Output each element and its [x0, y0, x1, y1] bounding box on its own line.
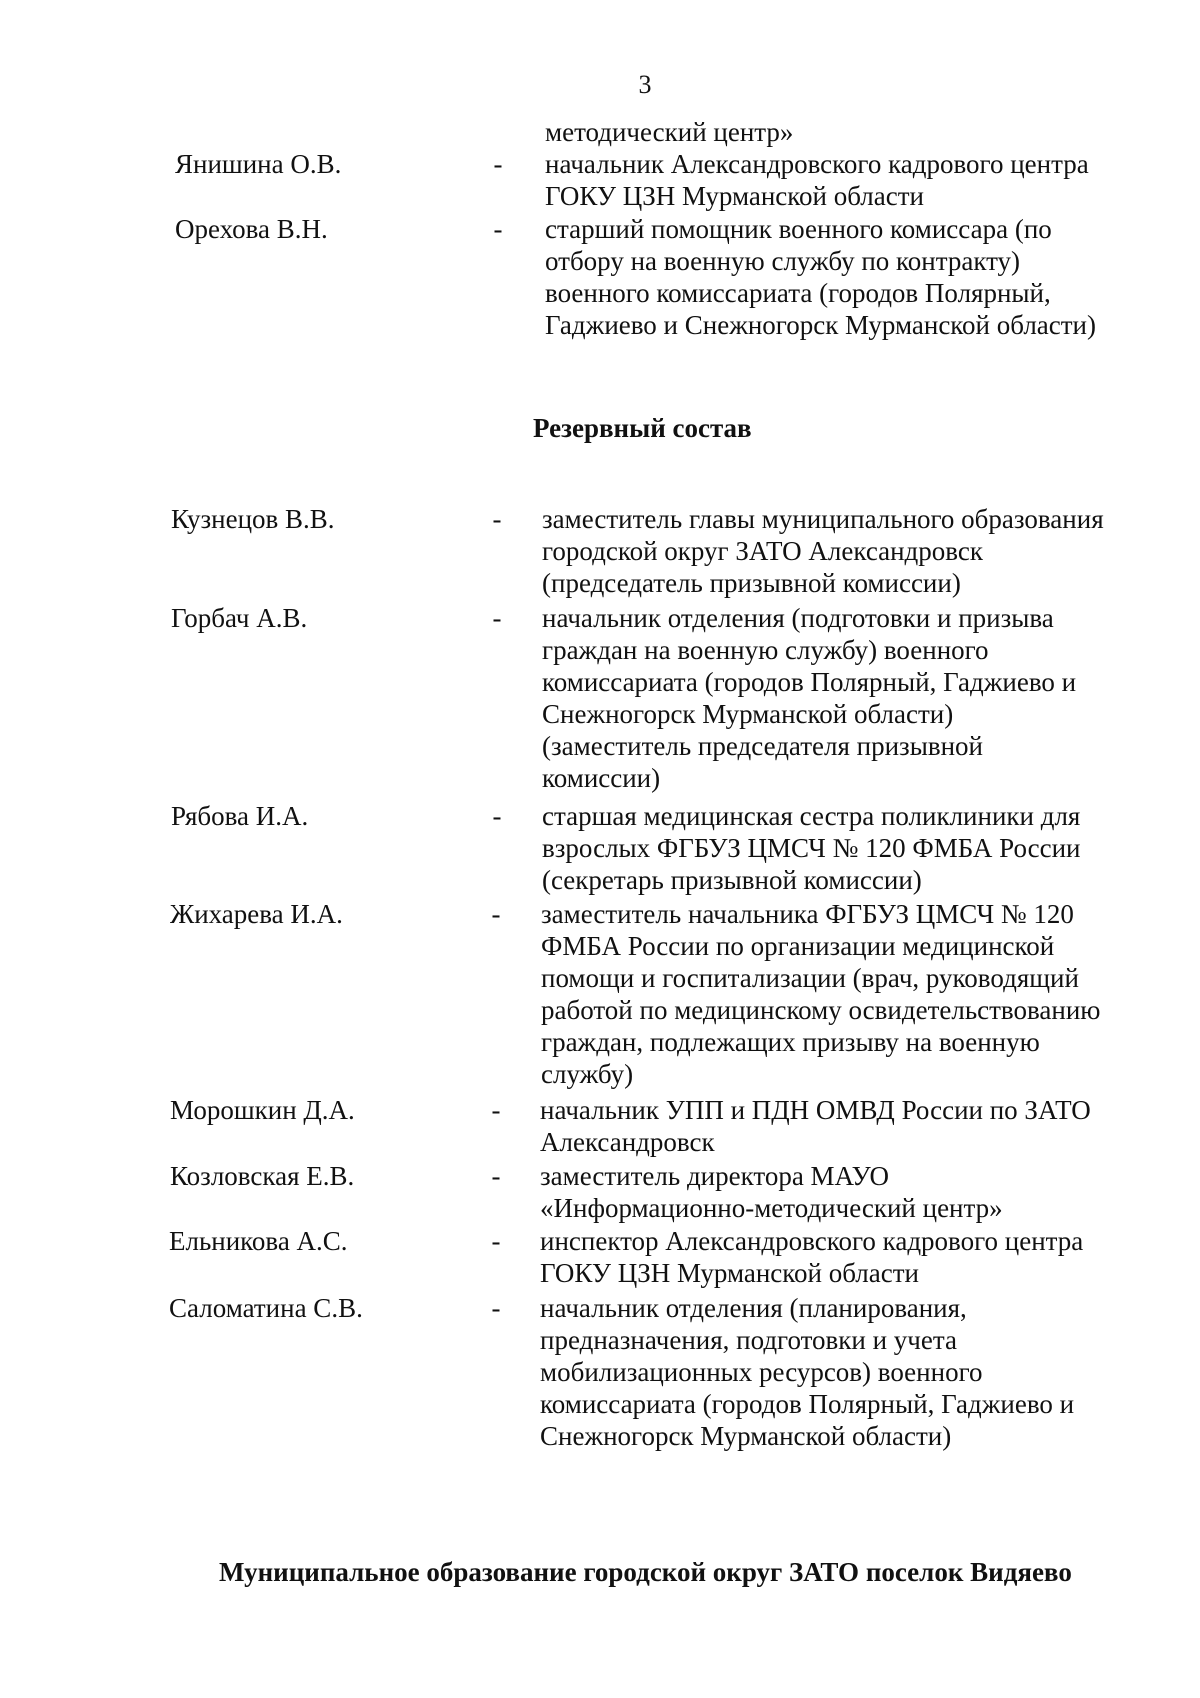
member-dash: -	[493, 214, 503, 244]
member-name: Козловская Е.В.	[170, 1161, 355, 1191]
member-description: старший помощник военного комиссара (по отбору на военную службу по контракту) военного комиссариата (городов Полярный, Гаджиево и Снежногорск Мурманской области)	[545, 214, 1096, 340]
member-dash: -	[492, 801, 502, 831]
member-description: старшая медицинская сестра поликлиники для взрослых ФГБУЗ ЦМСЧ № 120 ФМБА России (секретарь призывной комиссии)	[542, 801, 1081, 895]
member-description: заместитель директора МАУО «Информационно-методический центр»	[540, 1161, 1003, 1223]
member-description: начальник УПП и ПДН ОМВД России по ЗАТО Александровск	[540, 1095, 1091, 1157]
member-name: Ельникова А.С.	[169, 1226, 348, 1256]
municipality-heading: Муниципальное образование городской округ ЗАТО поселок Видяево	[219, 1557, 1072, 1587]
member-dash: -	[491, 1293, 501, 1323]
member-name: Янишина О.В.	[175, 149, 342, 179]
member-dash: -	[492, 603, 502, 633]
member-description: начальник отделения (планирования, предназначения, подготовки и учета мобилизационных ресурсов) военного комиссариата (городов Полярный, Гаджиево и Снежногорск Мурманской области)	[540, 1293, 1075, 1451]
member-name: Рябова И.А.	[171, 801, 309, 831]
member-description: заместитель главы муниципального образования городской округ ЗАТО Александровск (председатель призывной комиссии)	[542, 504, 1104, 598]
member-dash: -	[491, 1095, 501, 1125]
member-description: инспектор Александровского кадрового центра ГОКУ ЦЗН Мурманской области	[540, 1226, 1084, 1288]
member-name: Саломатина С.В.	[169, 1293, 363, 1323]
member-name: Горбач А.В.	[171, 603, 308, 633]
member-dash: -	[492, 504, 502, 534]
member-description: начальник отделения (подготовки и призыва граждан на военную службу) военного комиссариата (городов Полярный, Гаджиево и Снежногорск Мурманской области) (заместитель председателя призывной комиссии)	[542, 603, 1077, 793]
member-dash: -	[493, 149, 503, 179]
member-description: заместитель начальника ФГБУЗ ЦМСЧ № 120 ФМБА России по организации медицинской помощи и госпитализации (врач, руководящий работой по медицинскому освидетельствованию граждан, подлежащих призыву на военную службу)	[541, 899, 1101, 1089]
page-number: 3	[638, 70, 652, 99]
member-dash: -	[491, 899, 501, 929]
member-name: Кузнецов В.В.	[171, 504, 335, 534]
member-dash: -	[491, 1161, 501, 1191]
continuation-line: методический центр»	[545, 117, 794, 147]
member-name: Морошкин Д.А.	[170, 1095, 355, 1125]
member-name: Жихарева И.А.	[170, 899, 343, 929]
member-description: начальник Александровского кадрового центра ГОКУ ЦЗН Мурманской области	[545, 149, 1089, 211]
reserve-heading: Резервный состав	[533, 413, 752, 443]
member-name: Орехова В.Н.	[175, 214, 328, 244]
member-dash: -	[491, 1226, 501, 1256]
